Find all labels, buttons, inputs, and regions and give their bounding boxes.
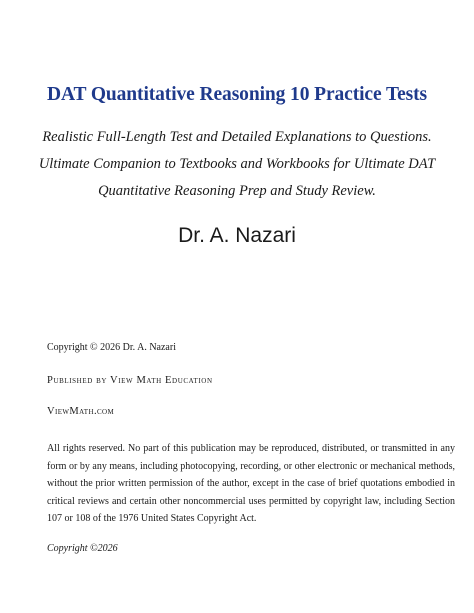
- author-name: Dr. A. Nazari: [178, 224, 296, 247]
- subtitle-line-2: Ultimate Companion to Textbooks and Workbooks for Ultimate DAT: [38, 156, 436, 172]
- website-link: ViewMath.com: [47, 406, 115, 417]
- copyright-italic-line: Copyright ©2026: [47, 543, 118, 554]
- rights-reserved-paragraph: All rights reserved. No part of this publication may be reproduced, distributed, or transmitted in any form or by any means, including photocopying, recording, or other electronic or mechanical methods, without the prior written permission of the author, except in the case of brief quotations embodied in critical reviews and certain other noncommercial uses permitted by copyright law, including Section 107 or 108 of the 1976 United States Copyright Act.: [47, 443, 455, 524]
- publisher-line: Published by View Math Education: [47, 375, 213, 386]
- subtitle-line-1: Realistic Full-Length Test and Detailed Explanations to Questions.: [42, 129, 432, 145]
- book-subtitle: [20, 124, 454, 205]
- copyright-line: Copyright © 2026 Dr. A. Nazari: [47, 342, 176, 353]
- subtitle-line-3: Quantitative Reasoning Prep and Study Review.: [98, 183, 376, 199]
- book-title: DAT Quantitative Reasoning 10 Practice Tests: [47, 84, 427, 105]
